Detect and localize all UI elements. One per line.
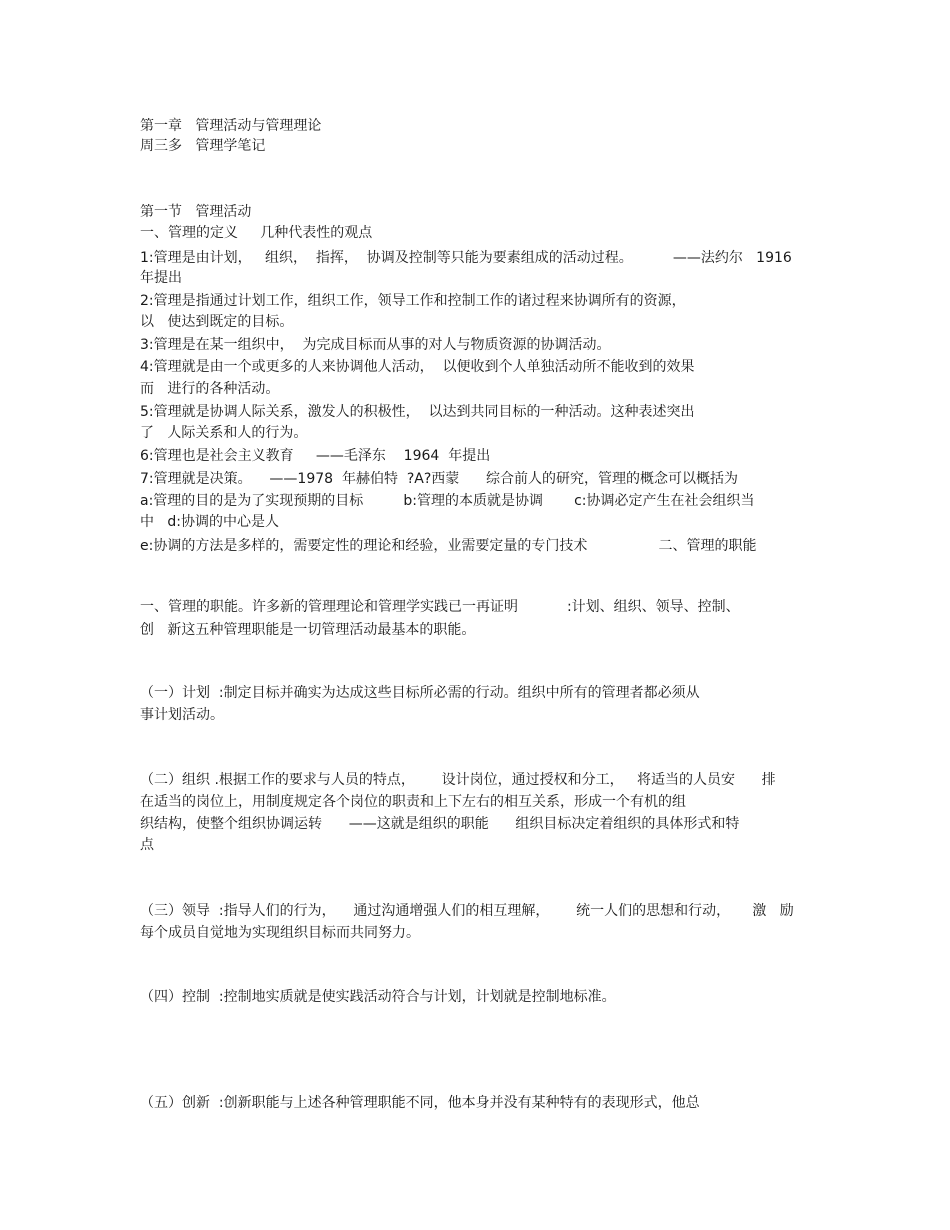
text-line: 年提出 (140, 270, 182, 286)
text-line: （三）领导 :指导人们的行为， 通过沟通增强人们的相互理解， 统一人们的思想和行动， 激 励 (140, 903, 794, 919)
section-heading: 第一节 管理活动 (140, 204, 252, 220)
text-line: e:协调的方法是多样的，需要定性的理论和经验，业需要定量的专门技术 二、管理的职能 (140, 538, 757, 554)
subtitle: 周三多 管理学笔记 (140, 138, 266, 154)
text-line: a:管理的目的是为了实现预期的目标 b:管理的本质就是协调 c:协调必定产生在社会组织当 (140, 493, 755, 509)
text-line: 4:管理就是由一个或更多的人来协调他人活动， 以便收到个人单独活动所不能收到的效果 (140, 359, 695, 375)
text-line: （五）创新 :创新职能与上述各种管理职能不同，他本身并没有某种特有的表现形式，他总 (140, 1095, 700, 1111)
text-line: 了 人际关系和人的行为。 (140, 425, 308, 441)
text-line: 6:管理也是社会主义教育 ——毛泽东 1964 年提出 (140, 448, 491, 464)
text-line: 以 使达到既定的目标。 (140, 314, 294, 330)
text-line: 而 进行的各种活动。 (140, 381, 280, 397)
text-line: 事计划活动。 (140, 707, 224, 723)
text-line: 5:管理就是协调人际关系，激发人的积极性， 以达到共同目标的一种活动。这种表述突出 (140, 404, 695, 420)
text-line: 织结构，使整个组织协调运转 ——这就是组织的职能 组织目标决定着组织的具体形式和特 (140, 816, 740, 832)
subsection-heading: 一、管理的定义 几种代表性的观点 (140, 225, 373, 241)
text-line: 1:管理是由计划， 组织， 指挥， 协调及控制等只能为要素组成的活动过程。 ——法约尔 1916 (140, 250, 792, 266)
text-line: （一）计划 :制定目标并确实为达成这些目标所必需的行动。组织中所有的管理者都必须从 (140, 685, 700, 701)
text-line: 2:管理是指通过计划工作，组织工作，领导工作和控制工作的诸过程来协调所有的资源， (140, 293, 686, 309)
text-line: 每个成员自觉地为实现组织目标而共同努力。 (140, 925, 420, 941)
text-line: 3:管理是在某一组织中， 为完成目标而从事的对人与物质资源的协调活动。 (140, 337, 611, 353)
text-line: 创 新这五种管理职能是一切管理活动最基本的职能。 (140, 622, 476, 638)
text-line: 中 d:协调的中心是人 (140, 514, 279, 530)
text-line: 7:管理就是决策。 ——1978 年赫伯特 ?A?西蒙 综合前人的研究，管理的概念可以概括为 (140, 471, 738, 487)
text-line: （二）组织 .根据工作的要求与人员的特点， 设计岗位，通过授权和分工， 将适当的人员安 排 (140, 772, 776, 788)
text-line: 一、管理的职能。许多新的管理理论和管理学实践已一再证明 :计划、组织、领导、控制、 (140, 599, 740, 615)
text-line: （四）控制 :控制地实质就是使实践活动符合与计划，计划就是控制地标准。 (140, 989, 616, 1005)
text-line: 点 (140, 837, 154, 853)
chapter-title: 第一章 管理活动与管理理论 (140, 118, 322, 134)
text-line: 在适当的岗位上，用制度规定各个岗位的职责和上下左右的相互关系，形成一个有机的组 (140, 794, 686, 810)
